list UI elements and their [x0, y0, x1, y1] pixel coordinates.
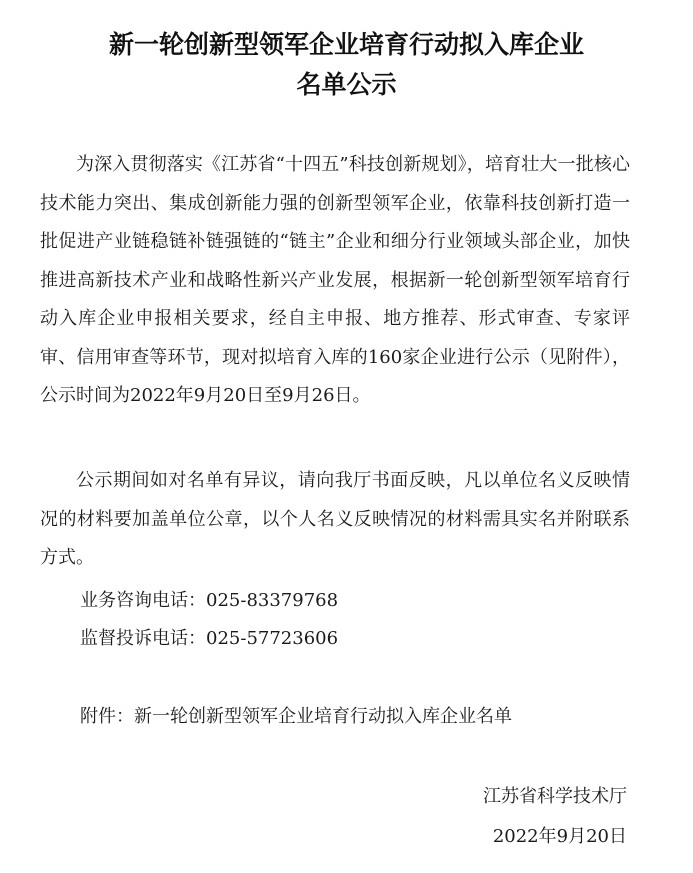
issuer-signature: 江苏省科学技术厅 [483, 786, 627, 807]
attachment-line: 附件：新一轮创新型领军企业培育行动拟入库企业名单 [80, 706, 512, 727]
announcement-paragraph: 为深入贯彻落实《江苏省“十四五”科技创新规划》，培育壮大一批核心技术能力突出、集成创新能力强的创新型领军企业，依靠科技创新打造一批促进产业链稳链补链强链的“链主”企业和细分行业领域头部企业，加快推进高新技术产业和战略性新兴产业发展，根据新一轮创新型领军培育行动入库企业申报相关要求，经自主申报、地方推荐、形式审查、专家评审、信用审查等环节，现对拟培育入库的160家企业进行公示（见附件），公示时间为2022年9月20日至9月26日。 [40, 154, 630, 406]
issue-date: 2022年9月20日 [492, 826, 627, 847]
consult-phone: 业务咨询电话：025-83379768 [80, 590, 339, 611]
page-title-line-2: 名单公示 [296, 70, 397, 99]
objection-paragraph: 公示期间如对名单有异议，请向我厅书面反映，凡以单位名义反映情况的材料要加盖单位公章，以个人名义反映情况的材料需具实名并附联系方式。 [40, 470, 630, 568]
page-title-line-1: 新一轮创新型领军企业培育行动拟入库企业 [108, 30, 584, 59]
complaint-phone: 监督投诉电话：025-57723606 [80, 628, 339, 649]
